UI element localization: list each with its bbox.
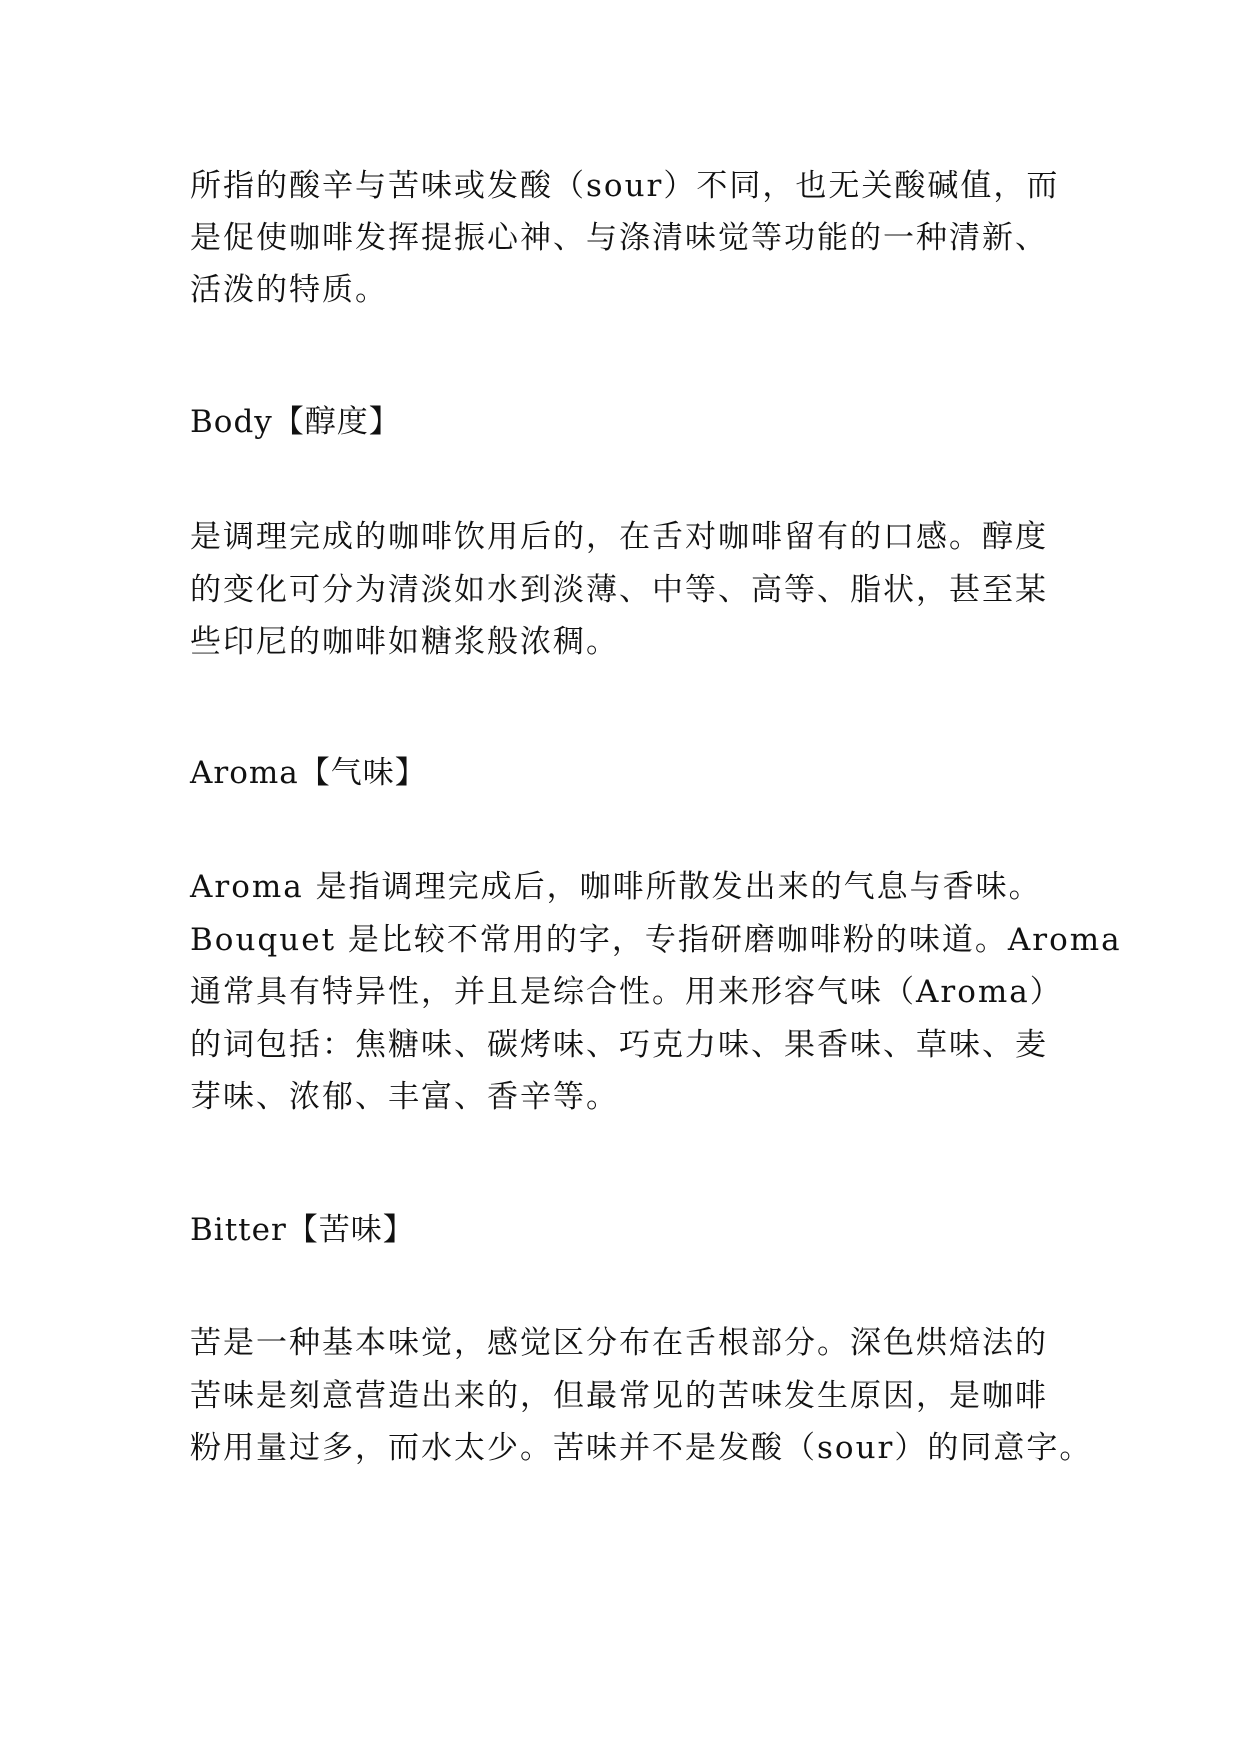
paragraph-aroma-line-5: 芽味、浓郁、丰富、香辛等。 bbox=[190, 1079, 619, 1115]
paragraph-acidity-line-3: 活泼的特质。 bbox=[190, 272, 388, 308]
paragraph-aroma-line-2: Bouquet 是比较不常用的字，专指研磨咖啡粉的味道。Aroma bbox=[190, 922, 1122, 958]
paragraph-acidity-line-2: 是促使咖啡发挥提振心神、与涤清味觉等功能的一种清新、 bbox=[190, 220, 1048, 256]
paragraph-aroma-line-1: Aroma 是指调理完成后，咖啡所散发出来的气息与香味。 bbox=[190, 869, 1042, 905]
paragraph-body-line-3: 些印尼的咖啡如糖浆般浓稠。 bbox=[190, 624, 619, 660]
paragraph-acidity-line-1: 所指的酸辛与苦味或发酸（sour）不同，也无关酸碱值，而 bbox=[190, 168, 1060, 204]
paragraph-bitter-line-2: 苦味是刻意营造出来的，但最常见的苦味发生原因，是咖啡 bbox=[190, 1378, 1048, 1414]
heading-bitter: Bitter【苦味】 bbox=[190, 1212, 415, 1248]
paragraph-body-line-1: 是调理完成的咖啡饮用后的，在舌对咖啡留有的口感。醇度 bbox=[190, 519, 1048, 555]
paragraph-bitter-line-3: 粉用量过多，而水太少。苦味并不是发酸（sour）的同意字。 bbox=[190, 1430, 1093, 1466]
heading-aroma: Aroma【气味】 bbox=[190, 755, 427, 791]
paragraph-aroma-line-4: 的词包括：焦糖味、碳烤味、巧克力味、果香味、草味、麦 bbox=[190, 1027, 1048, 1063]
heading-body: Body【醇度】 bbox=[190, 404, 401, 440]
paragraph-bitter-line-1: 苦是一种基本味觉，感觉区分布在舌根部分。深色烘焙法的 bbox=[190, 1325, 1048, 1361]
paragraph-aroma-line-3: 通常具有特异性，并且是综合性。用来形容气味（Aroma） bbox=[190, 974, 1063, 1010]
paragraph-body-line-2: 的变化可分为清淡如水到淡薄、中等、高等、脂状，甚至某 bbox=[190, 572, 1048, 608]
